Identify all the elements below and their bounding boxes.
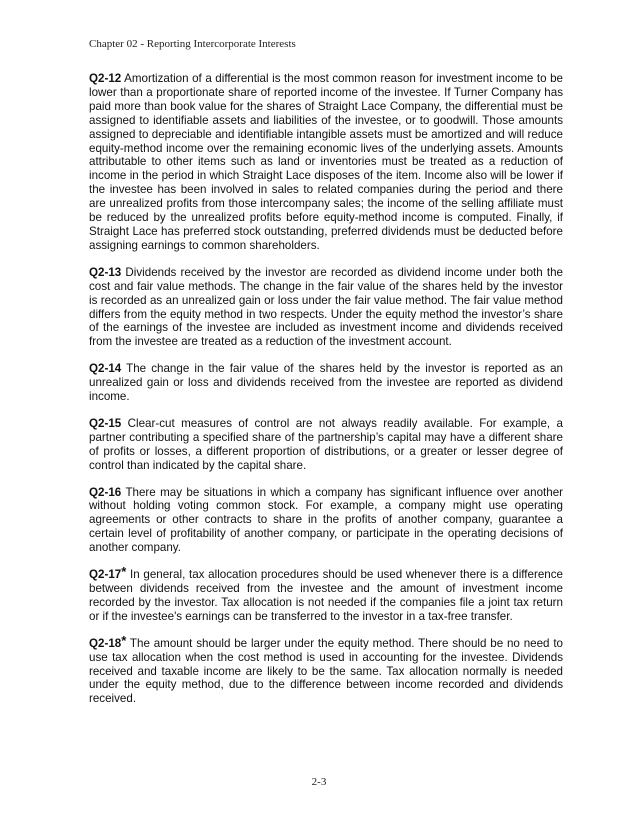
question-number: Q2-15	[89, 416, 122, 430]
question-star: *	[121, 632, 127, 648]
question-paragraph	[89, 486, 563, 556]
question-number: Q2-18	[89, 636, 122, 650]
question-number: Q2-12	[89, 72, 122, 85]
question-number: Q2-13	[89, 265, 122, 279]
document-body	[89, 72, 563, 719]
question-paragraph	[89, 72, 563, 253]
question-star: *	[121, 564, 127, 580]
page-header: Chapter 02 - Reporting Intercorporate Interests	[89, 38, 296, 50]
question-paragraph	[89, 266, 563, 349]
question-number: Q2-16	[89, 485, 122, 499]
question-text: Dividends received by the investor are recorded as dividend income under both the cost and fair value methods. The change in the fair value of the shares held by the investor is recorded as an unrealized gain or loss under the fair value method. The fair value method differs from the equity method in two respects. Under the equity method the investor’s share of the earnings of the investee are included as investment income and dividends received from the investee are treated as a reduction of the investment account.	[89, 265, 563, 349]
question-text: There may be situations in which a company has significant influence over another without holding voting common stock. For example, a company might use operating agreements or other contracts to share in the profits of another company, guarantee a certain level of profitability of another company, or participate in the operating decisions of another company.	[89, 485, 564, 555]
question-text: Amortization of a differential is the most common reason for investment income to be lower than a proportionate share of reported income of the investee. If Turner Company has paid more than book value for the shares of Straight Lace Company, the differential must be assigned to identifiable assets and liabilities of the investee, or to goodwill. Those amounts assigned to depreciable and identifiable intangible assets must be amortized and will reduce equity-method income over the remaining economic lives of the underlying assets. Amounts attributable to other items such as land or inventories must be treated as a reduction of income in the period in which Straight Lace disposes of the item. Income also will be lower if the investee has been involved in sales to related companies during the period and there are unrealized profits from those intercompany sales; the income of the selling affiliate must be reduced by the unrealized profits before equity-method income is computed. Finally, if Straight Lace has preferred stock outstanding, preferred dividends must be deducted before assigning earnings to common shareholders.	[89, 72, 563, 252]
question-text: In general, tax allocation procedures should be used whenever there is a difference between dividends received from the investee and the amount of investment income recorded by the investor. Tax allocation is not needed if the companies file a joint tax return or if the investee's earnings can be transferred to the investor in a tax-free transfer.	[89, 568, 563, 623]
question-paragraph	[89, 632, 563, 707]
question-text: The amount should be larger under the equity method. There should be no need to use tax allocation when the cost method is used in accounting for the investee. Dividends received and taxable income are likely to be the same. Tax allocation normally is needed under the equity method, due to the difference between income recorded and dividends received.	[89, 636, 563, 706]
question-text: The change in the fair value of the shares held by the investor is reported as an unrealized gain or loss and dividends received from the investee are reported as dividend income.	[89, 362, 564, 404]
page-number: 2-3	[311, 776, 327, 788]
question-number: Q2-14	[89, 362, 122, 376]
question-text: Clear-cut measures of control are not always readily available. For example, a partner contributing a specified share of the partnership’s capital may have a different share of profits or losses, a different proportion of distributions, or a greater or lesser degree of control than indicated by the capital share.	[89, 416, 563, 472]
question-number: Q2-17	[89, 568, 122, 582]
question-paragraph	[89, 564, 563, 624]
question-paragraph	[89, 417, 563, 473]
question-paragraph	[89, 362, 563, 404]
